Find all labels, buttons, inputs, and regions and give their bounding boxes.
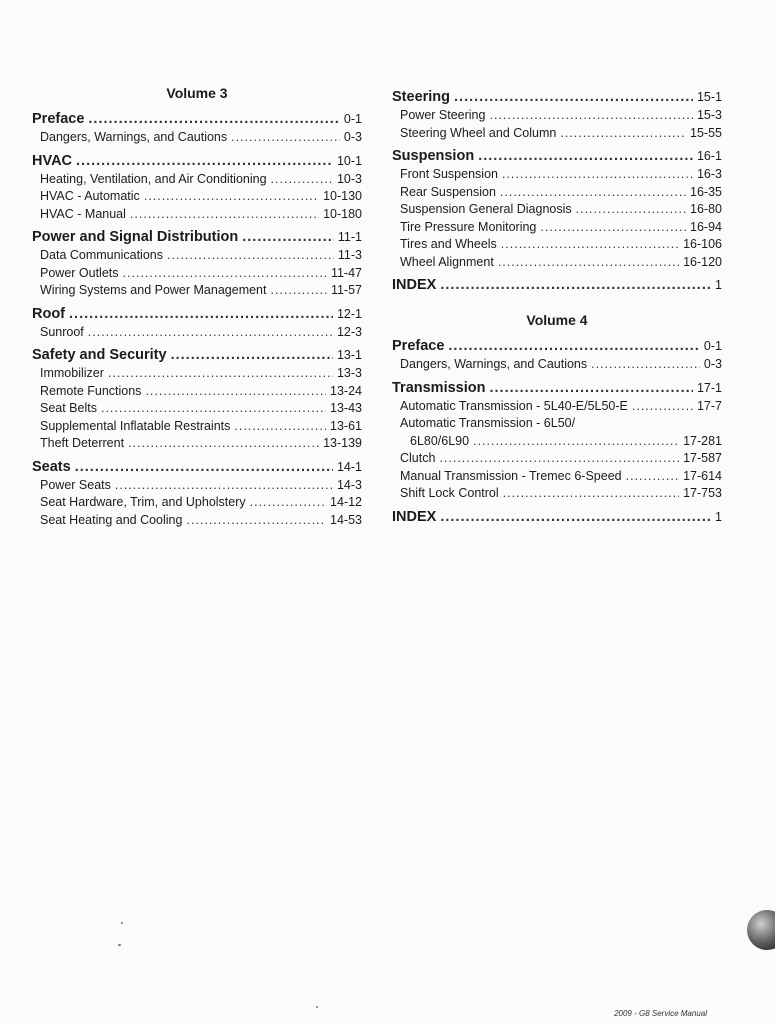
entry-title: Remote Functions [40,383,142,398]
volume-3-index-entry[interactable] [392,276,722,295]
toc-entry[interactable] [392,468,722,486]
entry-title: Power Outlets [40,265,119,280]
toc-section-heading[interactable] [392,379,722,398]
entry-title: Dangers, Warnings, and Cautions [400,357,588,371]
dot-leader [502,166,693,184]
dot-leader [186,512,326,530]
toc-section-heading[interactable] [32,228,362,247]
index-page: 1 [715,509,722,524]
toc-section [32,458,362,530]
toc-entry[interactable] [32,247,362,265]
dot-leader [591,356,700,374]
dot-leader [478,147,693,166]
entry-page: 13-61 [330,418,362,433]
toc-section-heading[interactable] [32,305,362,324]
entry-page: 12-3 [336,324,362,339]
toc-entry[interactable] [32,418,362,436]
index-page: 1 [715,278,722,292]
entry-page: 10-180 [323,206,362,221]
entry-title: HVAC - Automatic [40,189,140,203]
entry-title: Seat Belts [40,401,97,415]
section-title: Seats [32,458,71,475]
toc-entry[interactable] [32,400,362,418]
section-title: Preface [392,338,445,354]
toc-entry[interactable] [392,450,722,468]
dot-leader [440,508,711,527]
entry-page: 11-3 [337,248,362,262]
section-page: 16-1 [696,149,722,163]
section-page: 15-1 [696,90,722,104]
section-page: 13-1 [336,348,362,362]
dot-leader [540,219,686,237]
dot-leader [88,324,333,342]
toc-section-heading[interactable] [392,147,722,166]
dot-leader [69,305,333,324]
entry-page: 10-3 [336,171,362,186]
dot-leader [76,152,333,171]
section-page: 17-1 [696,380,722,395]
toc-entry[interactable] [392,254,722,272]
entry-page: 14-3 [336,477,362,492]
entry-page: 17-281 [683,433,722,448]
scan-speck [121,922,123,924]
dot-leader [454,88,693,107]
entry-page: 15-55 [690,125,722,140]
entry-page: 17-587 [683,451,722,465]
entry-page: 13-24 [330,383,362,398]
dot-leader [231,129,340,147]
toc-section [392,88,722,142]
scan-binder-hole [747,910,775,950]
toc-entry[interactable] [392,201,722,219]
toc-section [32,228,362,300]
toc-entry[interactable] [32,383,362,401]
dot-leader [632,398,693,416]
entry-page: 0-3 [343,130,362,144]
dot-leader [489,379,692,398]
entry-title: Wheel Alignment [400,254,494,269]
toc-entry[interactable] [32,206,362,224]
volume-3-column [32,84,362,534]
toc-entry[interactable] [32,188,362,206]
toc-section-heading[interactable] [32,110,362,129]
toc-entry[interactable] [392,184,722,202]
dot-leader [115,477,333,495]
dot-leader [560,125,686,143]
entry-title: Suspension General Diagnosis [400,202,572,216]
entry-title: Rear Suspension [400,184,496,199]
toc-section [392,379,722,503]
dot-leader [234,418,326,436]
toc-entry[interactable] [32,129,362,147]
volume-4-index-entry[interactable] [392,508,722,527]
section-page: 14-1 [336,459,362,474]
entry-page: 14-12 [330,495,362,509]
entry-title: Theft Deterrent [40,436,125,450]
dot-leader [501,236,679,254]
entry-page: 11-57 [330,283,362,297]
section-title: Suspension [392,148,475,164]
section-title: Roof [32,305,66,322]
dot-leader [75,458,333,477]
entry-page: 0-3 [703,357,722,371]
scan-speck [118,944,121,946]
dot-leader [498,254,679,272]
entry-page: 14-53 [330,512,362,527]
entry-page: 16-3 [696,167,722,181]
entry-title: Manual Transmission - Tremec 6-Speed [400,468,622,483]
entry-title: Wiring Systems and Power Management [40,283,267,297]
toc-section-heading[interactable] [32,152,362,171]
entry-title: Sunroof [40,324,84,339]
section-page: 0-1 [343,112,362,126]
entry-page: 13-139 [323,436,362,450]
volume-4-title: Volume 4 [526,312,588,328]
entry-title: Supplemental Inflatable Restraints [40,418,231,433]
toc-entry[interactable] [32,265,362,283]
volume-3-sections [32,110,362,529]
entry-title: HVAC - Manual [40,206,126,221]
section-page: 12-1 [336,306,362,321]
entry-page: 17-753 [683,486,722,500]
dot-leader [108,365,333,383]
entry-page: 16-35 [690,184,722,199]
entry-title: Tire Pressure Monitoring [400,219,537,234]
dot-leader [576,201,686,219]
toc-entry[interactable] [32,477,362,495]
entry-title: Seat Hardware, Trim, and Upholstery [40,495,246,509]
entry-title: Power Steering [400,108,486,122]
toc-entry[interactable] [32,365,362,383]
entry-title: Front Suspension [400,167,498,181]
toc-section [32,305,362,342]
entry-page: 11-47 [330,265,362,280]
entry-title: Shift Lock Control [400,486,499,500]
toc-entry[interactable] [392,219,722,237]
entry-page: 13-3 [336,366,362,380]
toc-entry[interactable] [32,435,362,453]
entry-page: 13-43 [330,401,362,415]
section-page: 11-1 [337,230,362,244]
toc-entry[interactable] [392,166,722,184]
dot-leader [145,383,326,401]
scan-speck [316,1006,318,1008]
dot-leader [503,485,679,503]
dot-leader [144,188,319,206]
section-page: 10-1 [336,153,362,168]
dot-leader [626,468,679,486]
dot-leader [242,228,334,247]
toc-entry[interactable] [392,398,722,416]
entry-title: Clutch [400,451,436,465]
entry-page: 16-80 [690,202,722,216]
dot-leader [130,206,319,224]
dot-leader [167,247,334,265]
page-footer: 2009 - G8 Service Manual [614,1009,707,1018]
section-title: Safety and Security [32,347,167,363]
volume-3-continued-sections [392,88,722,271]
dot-leader [101,400,326,418]
toc-entry[interactable] [32,324,362,342]
entry-title: Immobilizer [40,366,104,380]
toc-section-heading[interactable] [32,458,362,477]
entry-page: 10-130 [323,189,362,203]
dot-leader [448,337,700,356]
entry-title: Seat Heating and Cooling [40,512,183,527]
toc-entry[interactable] [32,494,362,512]
section-title: Power and Signal Distribution [32,229,239,245]
entry-page: 16-120 [683,254,722,269]
section-title: Steering [392,89,451,105]
volume-3-title: Volume 3 [166,85,228,101]
entry-title-continued: 6L80/6L90 [410,433,470,448]
section-page: 0-1 [703,339,722,353]
dot-leader [440,276,711,295]
toc-section [392,147,722,271]
dot-leader [500,184,686,202]
entry-page: 17-614 [683,468,722,483]
entry-title: Dangers, Warnings, and Cautions [40,130,228,144]
toc-section [32,110,362,147]
entry-page: 16-94 [690,219,722,234]
toc-section-heading[interactable] [392,337,722,356]
toc-entry[interactable] [32,171,362,189]
toc-entry-continued[interactable] [392,433,722,451]
toc-section [32,152,362,224]
entry-title: Steering Wheel and Column [400,125,557,140]
index-label: INDEX [392,508,437,525]
toc-entry[interactable] [392,125,722,143]
toc-section [32,346,362,453]
dot-leader [271,171,333,189]
entry-title: Tires and Wheels [400,237,497,251]
entry-title: Automatic Transmission - 6L50/ [400,416,576,430]
toc-entry[interactable] [392,356,722,374]
dot-leader [128,435,319,453]
right-column [392,88,722,527]
toc-entry[interactable] [392,485,722,503]
entry-title: Data Communications [40,248,163,262]
index-label: INDEX [392,277,437,293]
toc-entry[interactable] [392,107,722,125]
entry-title: Automatic Transmission - 5L40-E/5L50-E [400,398,628,413]
toc-section-heading[interactable] [392,88,722,107]
volume-4-sections [392,337,722,503]
entry-page: 15-3 [696,108,722,122]
dot-leader [88,110,340,129]
dot-leader [489,107,693,125]
dot-leader [171,346,333,365]
entry-title: Power Seats [40,477,111,492]
dot-leader [270,282,326,300]
entry-title: Heating, Ventilation, and Air Conditioning [40,171,267,186]
toc-section-heading[interactable] [32,346,362,365]
toc-entry[interactable] [392,236,722,254]
toc-entry[interactable] [32,512,362,530]
section-title: Preface [32,111,85,127]
toc-section [392,337,722,374]
dot-leader [473,433,679,451]
entry-page: 17-7 [696,398,722,413]
entry-page: 16-106 [683,237,722,251]
dot-leader [250,494,326,512]
section-title: Transmission [392,379,486,396]
toc-entry[interactable] [392,415,722,433]
dot-leader [123,265,327,283]
toc-entry[interactable] [32,282,362,300]
section-title: HVAC [32,152,73,169]
dot-leader [439,450,679,468]
